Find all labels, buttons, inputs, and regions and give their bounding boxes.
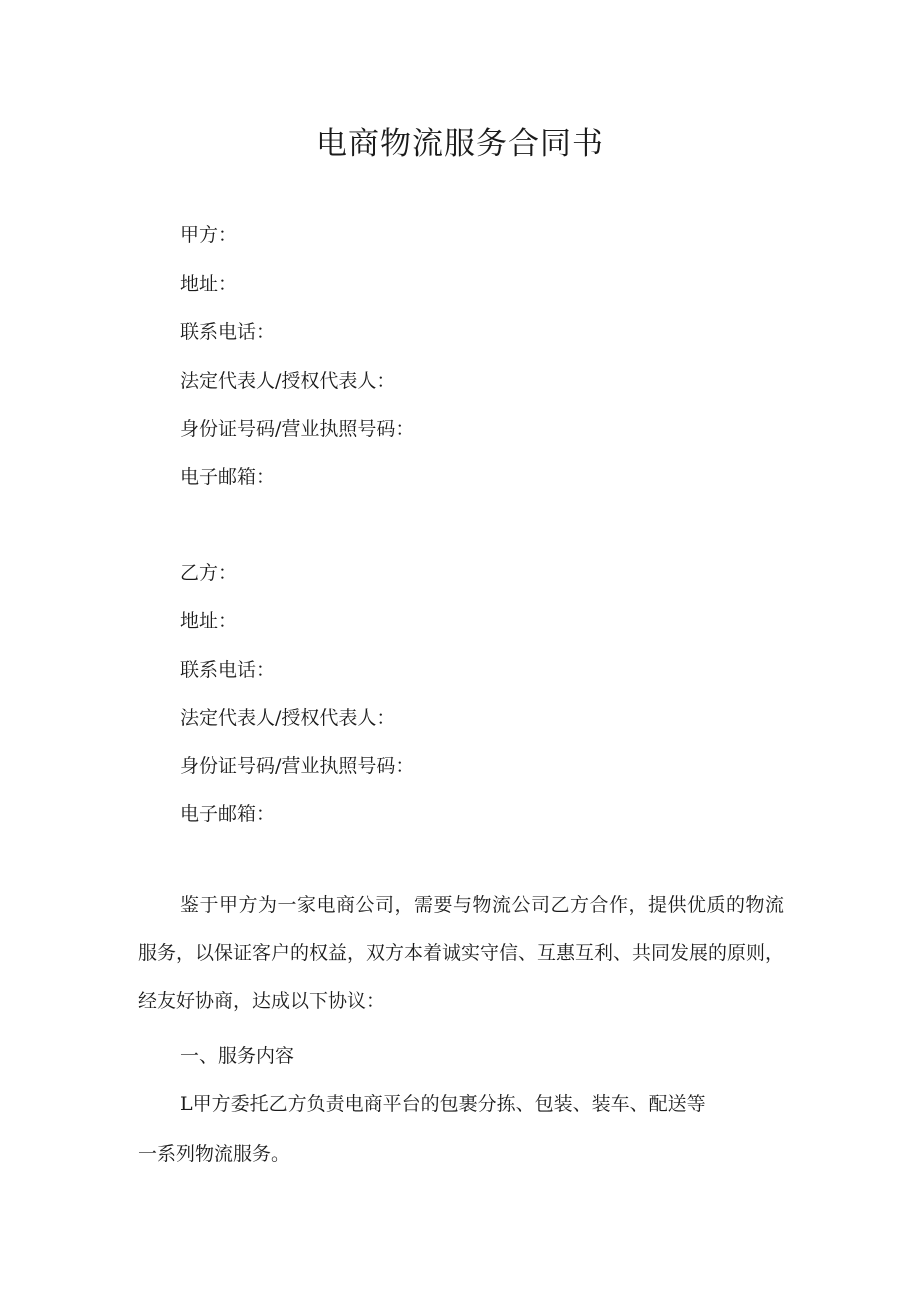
party-a-representative: 法定代表人/授权代表人： [180,370,396,392]
section-1-heading: 一、服务内容 [180,1045,295,1067]
document-title: 电商物流服务合同书 [316,126,604,162]
party-b-id-number: 身份证号码/营业执照号码： [180,755,415,777]
party-b-label: 乙方： [180,562,238,584]
party-a-address: 地址： [180,273,238,295]
party-b-address: 地址： [180,610,238,632]
party-b-representative: 法定代表人/授权代表人： [180,707,396,729]
party-a-label: 甲方： [180,224,238,246]
party-a-phone: 联系电话： [180,321,276,343]
party-b-email: 电子邮箱： [180,803,276,825]
item-1-line-1: L甲方委托乙方负责电商平台的包裹分拣、包装、装车、配送等 [180,1093,706,1115]
party-a-email: 电子邮箱： [180,466,276,488]
party-a-id-number: 身份证号码/营业执照号码： [180,418,415,440]
preamble-paragraph: 鉴于甲方为一家电商公司，需要与物流公司乙方合作，提供优质的物流服务，以保证客户的权益，双方本着诚实守信、互惠互利、共同发展的原则，经友好协商，达成以下协议： [138,894,785,1012]
party-b-phone: 联系电话： [180,659,276,681]
item-1-line-2: 一系列物流服务。 [138,1143,291,1165]
